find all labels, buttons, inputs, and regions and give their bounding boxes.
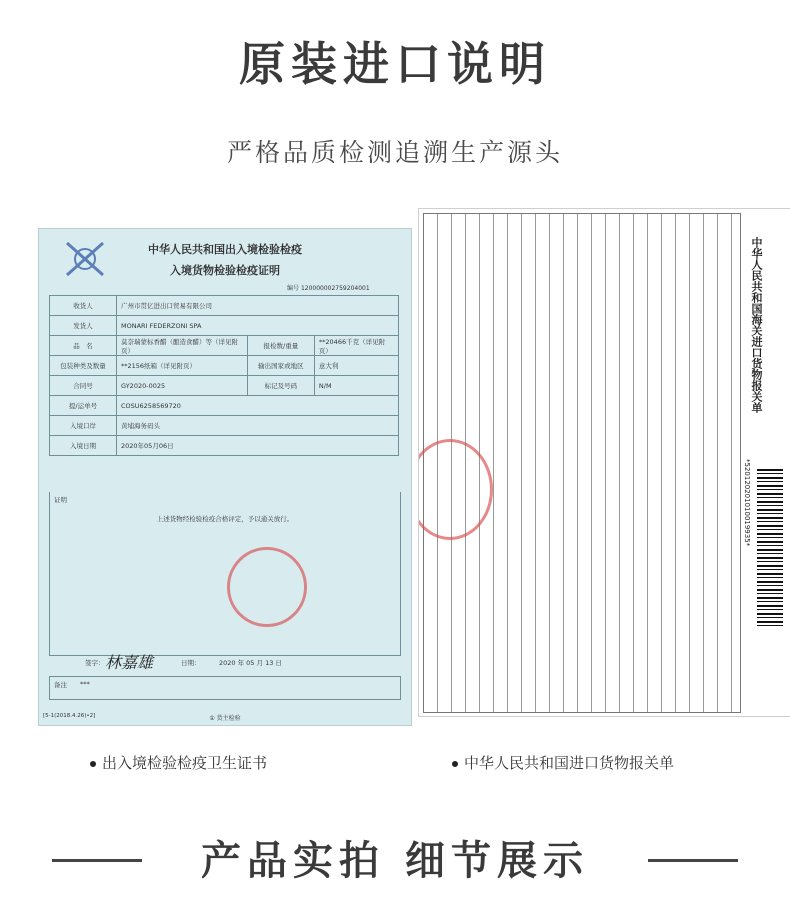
sign-label: 签字： <box>85 659 105 667</box>
signature: 林嘉雄 <box>105 653 154 672</box>
caption-right: 中华人民共和国进口货物报关单 <box>452 752 674 773</box>
section-divider <box>0 829 790 889</box>
official-seal-icon <box>227 547 307 627</box>
certificate-serial: 编号 120000002759204001 <box>287 285 370 292</box>
bullet-icon <box>90 761 96 767</box>
certificate-footer-code: [5-1(2018.4.26)•2] <box>43 713 96 719</box>
table-row: 品 名 莫奈瑞蒙标香醋（酿造食醋）等（详见附页） 报检数/重量 **20466千克（详见附页） <box>50 336 399 356</box>
certificate-table <box>49 295 399 456</box>
date-value: 2020 年 05 月 13 日 <box>219 659 282 667</box>
barcode-icon <box>757 469 783 629</box>
page-title: 原装进口说明 <box>239 37 551 91</box>
certificate-footer-center: ① 货主检验 <box>209 715 241 722</box>
remark-value: *** <box>80 680 90 688</box>
section-title: 产品实拍 细节展示 <box>201 838 589 884</box>
table-row: 收货人 广州市贯亿进出口贸易有限公司 <box>50 296 399 316</box>
divider-line-right <box>648 859 738 862</box>
table-row: 入境口岸 黄埔海务码头 <box>50 416 399 436</box>
certificate-proof-box <box>49 492 401 656</box>
table-row: 合同号 GY2020-0025 标记及号码 N/M <box>50 376 399 396</box>
table-row: 入境日期 2020年05月06日 <box>50 436 399 456</box>
remark-label: 备注 <box>54 681 67 689</box>
date-label: 日期： <box>181 659 201 667</box>
table-row: 提/运单号 COSU6258569720 <box>50 396 399 416</box>
table-row: 发货人 MONARI FEDERZONI SPA <box>50 316 399 336</box>
caption-left: 出入境检验检疫卫生证书 <box>90 752 267 773</box>
inspection-certificate <box>38 228 412 726</box>
customs-title: 中华人民共和国海关进口货物报关单 <box>750 237 763 413</box>
bullet-icon <box>452 761 458 767</box>
proof-label: 证明 <box>54 496 67 504</box>
certificate-subtitle: 入境货物检验检疫证明 <box>170 264 280 277</box>
proof-text: 上述货物经检验检疫合格评定，予以通关放行。 <box>156 515 294 523</box>
customs-code: *520120201010019935* <box>743 459 751 547</box>
remark-box <box>49 676 401 700</box>
certificate-title: 中华人民共和国出入境检验检疫 <box>148 243 302 256</box>
customs-declaration <box>418 208 790 717</box>
page-subtitle: 严格品质检测追溯生产源头 <box>226 138 563 167</box>
table-row: 包装种类及数量 **2156纸箱（详见附页） 输出国家或地区 意大利 <box>50 356 399 376</box>
